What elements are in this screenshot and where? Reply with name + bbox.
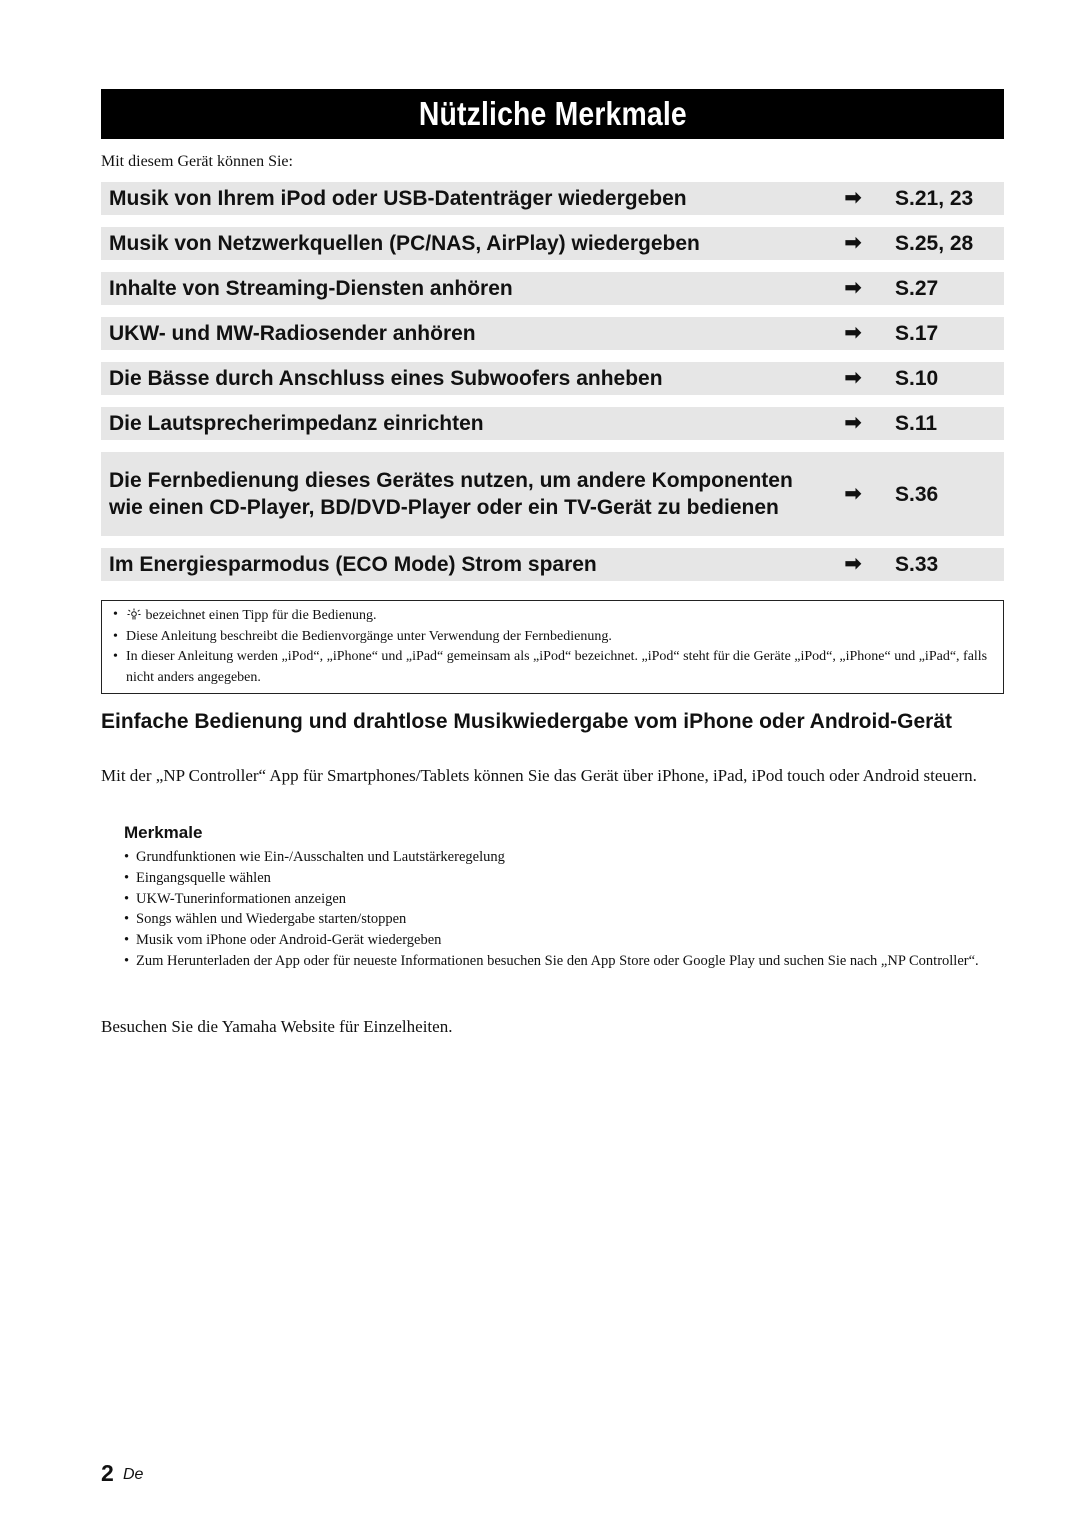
closing-text: Besuchen Sie die Yamaha Website für Einzelheiten. (101, 1017, 453, 1036)
tip-note-text: bezeichnet einen Tipp für die Bedienung. (145, 608, 377, 623)
arrow-icon: ➡ (844, 553, 862, 575)
section-body: Mit der „NP Controller“ App für Smartphones/Tablets können Sie das Gerät über iPhone, iPad, iPod touch oder Android steuern. (101, 766, 977, 785)
page-reference: S.33 (895, 553, 939, 576)
feature-text: Inhalte von Streaming-Diensten anhören (109, 277, 513, 300)
list-item: • Musik vom iPhone oder Android-Gerät wiedergeben (124, 930, 999, 951)
intro-text: Mit diesem Gerät können Sie: (101, 153, 293, 170)
arrow-icon: ➡ (844, 277, 862, 299)
feature-text: Im Energiesparmodus (ECO Mode) Strom sparen (109, 553, 597, 576)
note-item: • In dieser Anleitung werden „iPod“, „iPhone“ und „iPad“ gemeinsam als „iPod“ bezeichnet. „iPod“ steht für die Geräte „iPod“, „iPhone“ und „iPad“, falls nicht anders angegeben. (113, 647, 993, 688)
feature-row (101, 227, 1004, 260)
feature-row (101, 317, 1004, 350)
feature-list (101, 182, 1004, 593)
page-reference: S.36 (895, 482, 939, 506)
page-reference: S.21, 23 (895, 187, 974, 210)
list-item: • Zum Herunterladen der App oder für neueste Informationen besuchen Sie den App Store oder Google Play und suchen Sie nach „NP Controller“. (124, 951, 999, 972)
feature-row (101, 182, 1004, 215)
feature-row (101, 548, 1004, 581)
feature-text: Musik von Netzwerkquellen (PC/NAS, AirPlay) wiedergeben (109, 232, 700, 255)
page-reference: S.27 (895, 277, 939, 300)
feature-text: UKW- und MW-Radiosender anhören (109, 322, 476, 345)
tip-icon (126, 605, 142, 626)
feature-text: Musik von Ihrem iPod oder USB-Datenträger wiedergeben (109, 187, 687, 210)
note-item (113, 605, 993, 627)
page-reference: S.17 (895, 322, 939, 345)
list-item: • Songs wählen und Wiedergabe starten/stoppen (124, 909, 999, 930)
page-reference: S.10 (895, 367, 939, 390)
feature-row (101, 407, 1004, 440)
feature-row (101, 272, 1004, 305)
note-item: • Diese Anleitung beschreibt die Bedienvorgänge unter Verwendung der Fernbedienung. (113, 627, 993, 648)
feature-text: Die Lautsprecherimpedanz einrichten (109, 412, 484, 435)
page-reference: S.11 (895, 412, 938, 435)
section-heading: Einfache Bedienung und drahtlose Musikwiedergabe vom iPhone oder Android-Gerät (101, 710, 953, 733)
page-title (101, 89, 1004, 139)
page-title-text: Nützliche Merkmale (418, 95, 687, 132)
merkmale-heading: Merkmale (124, 823, 203, 842)
page-reference: S.25, 28 (895, 232, 974, 255)
page-language: De (123, 1466, 144, 1483)
list-item: • Eingangsquelle wählen (124, 868, 999, 889)
arrow-icon: ➡ (844, 187, 862, 209)
arrow-icon: ➡ (844, 322, 862, 344)
arrow-icon: ➡ (844, 367, 862, 389)
list-item: • UKW-Tunerinformationen anzeigen (124, 889, 999, 910)
notes-box (101, 600, 1004, 694)
feature-row (101, 362, 1004, 395)
arrow-icon: ➡ (844, 412, 862, 434)
merkmale-list (124, 847, 999, 972)
feature-row (101, 452, 1004, 536)
feature-text: Die Fernbedienung dieses Gerätes nutzen, um andere Komponenten wie einen CD-Player, BD/DVD-Player oder ein TV-Gerät zu bedienen (109, 469, 793, 519)
page-number: 2 (101, 1460, 114, 1486)
list-item: • Grundfunktionen wie Ein-/Ausschalten und Lautstärkeregelung (124, 847, 999, 868)
arrow-icon: ➡ (844, 482, 862, 505)
feature-text: Die Bässe durch Anschluss eines Subwoofers anheben (109, 367, 663, 390)
arrow-icon: ➡ (844, 232, 862, 254)
